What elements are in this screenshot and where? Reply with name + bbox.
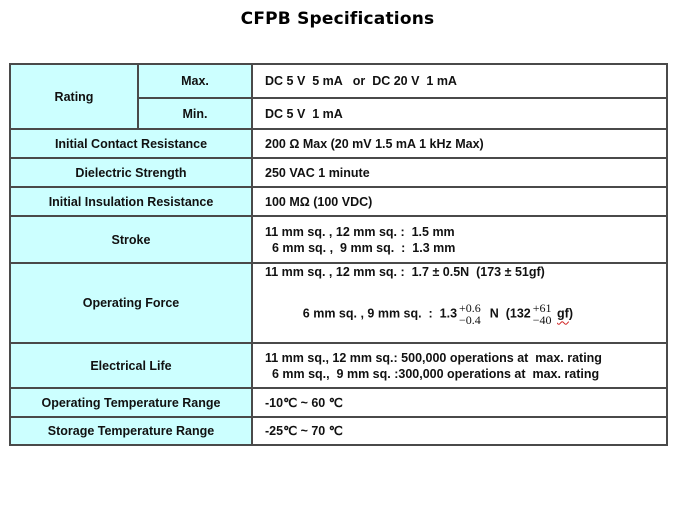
electrical-life-line-2: 6 mm sq., 9 mm sq. :300,000 operations at max. rating <box>265 366 600 381</box>
rating-max-value <box>252 64 667 98</box>
force-gf-tol-minus: −40 <box>532 313 552 327</box>
operating-temperature-label: Operating Temperature Range <box>10 388 252 417</box>
dielectric-strength-label: Dielectric Strength <box>10 158 252 187</box>
table-row-operating-force <box>10 263 667 343</box>
table-row-storage-temperature <box>10 417 667 445</box>
rating-max-text: DC 5 V 5 mA or DC 20 V 1 mA <box>265 74 457 88</box>
stroke-line-1: 11 mm sq. , 12 mm sq. : 1.5 mm <box>265 224 455 239</box>
insulation-resistance-label: Initial Insulation Resistance <box>10 187 252 216</box>
force-gf-tol-plus: +61 <box>532 301 552 315</box>
operating-force-line-2 <box>265 286 654 342</box>
contact-resistance-label: Initial Contact Resistance <box>10 129 252 158</box>
operating-force-value <box>252 263 667 343</box>
table-row-insulation-resistance <box>10 187 667 216</box>
stroke-line-2: 6 mm sq. , 9 mm sq. : 1.3 mm <box>265 240 456 255</box>
storage-temperature-value: -25℃ ~ 70 ℃ <box>252 417 667 445</box>
rating-min-value <box>252 98 667 129</box>
force-tolerance-gf <box>533 302 552 326</box>
electrical-life-label: Electrical Life <box>10 343 252 388</box>
rating-label: Rating <box>10 64 138 129</box>
operating-temperature-value: -10℃ ~ 60 ℃ <box>252 388 667 417</box>
electrical-life-value <box>252 343 667 388</box>
table-row-contact-resistance <box>10 129 667 158</box>
page-title: CFPB Specifications <box>240 9 435 29</box>
force-line2-prefix: 6 mm sq. , 9 mm sq. : 1.3 <box>302 306 458 321</box>
table-row-dielectric-strength <box>10 158 667 187</box>
stroke-label: Stroke <box>10 216 252 263</box>
contact-resistance-value: 200 Ω Max (20 mV 1.5 mA 1 kHz Max) <box>252 129 667 158</box>
force-line2-mid: N (132 <box>489 306 531 321</box>
force-tolerance-n <box>459 302 481 326</box>
force-tol-plus: +0.6 <box>459 301 481 315</box>
electrical-life-line-1: 11 mm sq., 12 mm sq.: 500,000 operations at max. rating <box>265 350 602 365</box>
force-gf-unit: gf <box>557 306 569 321</box>
operating-force-line-1: 11 mm sq. , 12 mm sq. : 1.7 ± 0.5N (173 ± 51gf) <box>265 265 545 279</box>
rating-min-label: Min. <box>138 98 252 129</box>
table-row-electrical-life <box>10 343 667 388</box>
dielectric-strength-value: 250 VAC 1 minute <box>252 158 667 187</box>
force-tol-minus: −0.4 <box>459 313 481 327</box>
operating-force-label: Operating Force <box>10 263 252 343</box>
stroke-value <box>252 216 667 263</box>
table-row-operating-temperature <box>10 388 667 417</box>
table-row-rating-max <box>10 64 667 98</box>
rating-max-label: Max. <box>138 64 252 98</box>
force-close-paren: ) <box>568 306 574 321</box>
rating-min-text: DC 5 V 1 mA <box>265 106 343 121</box>
table-row-stroke <box>10 216 667 263</box>
insulation-resistance-value: 100 MΩ (100 VDC) <box>252 187 667 216</box>
specifications-table <box>9 63 668 446</box>
storage-temperature-label: Storage Temperature Range <box>10 417 252 445</box>
